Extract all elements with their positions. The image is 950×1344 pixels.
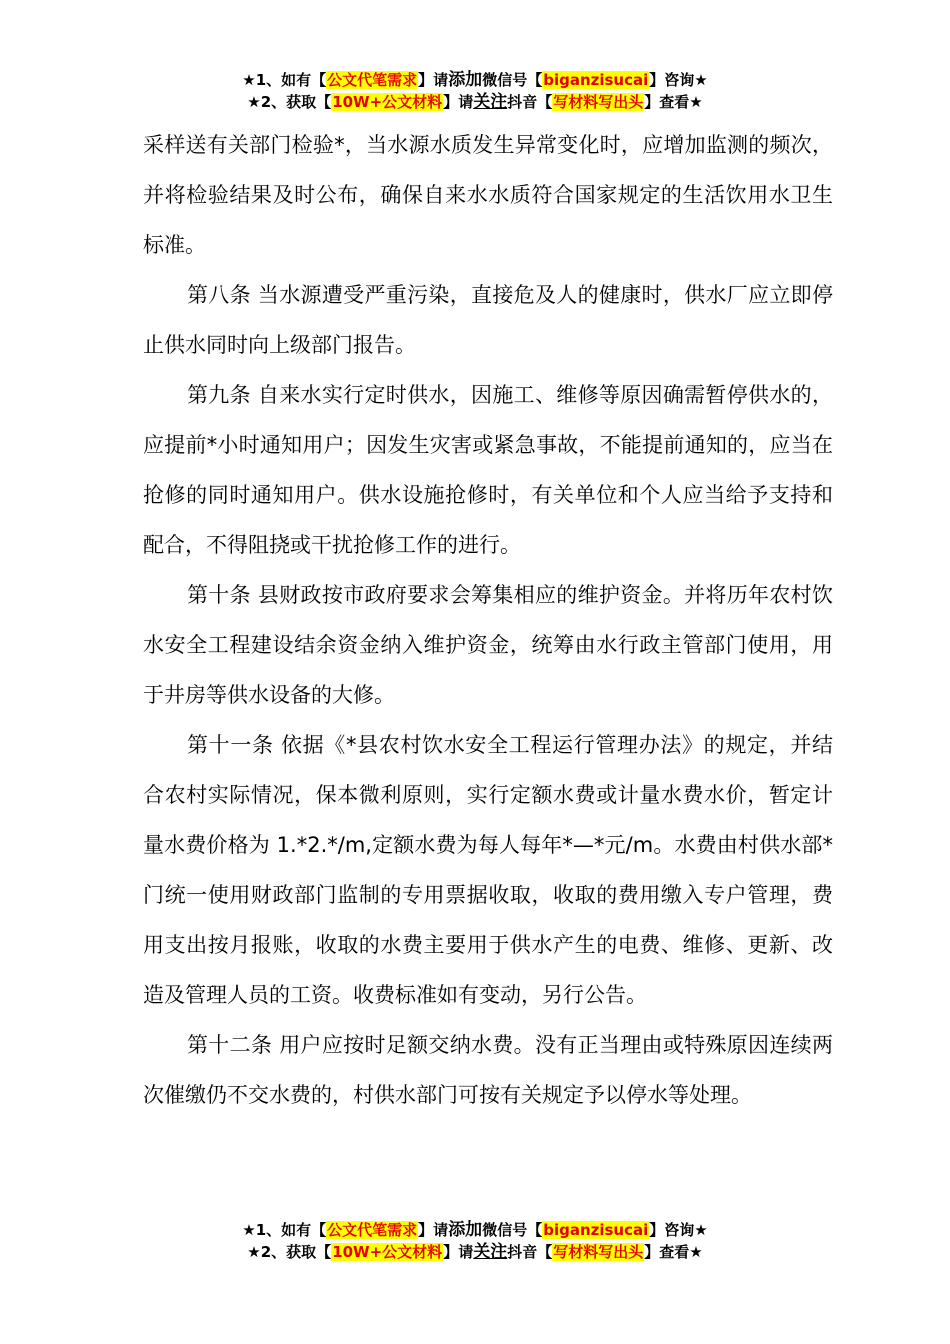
promo-line-1 [0,1219,950,1241]
promo-douyin-id: 写材料写出头 [553,93,644,111]
promo-highlight: 公文代笔需求 [327,71,418,89]
promo-highlight: 10W+公文材料 [332,93,443,111]
promo-line-2 [0,1241,950,1263]
article-12-paragraph: 第十二条 用户应按时足额交纳水费。没有正当理由或特殊原因连续两次催缴仍不交水费的，村供水部门可按有关规定予以停水等处理。 [143,1033,833,1107]
promo-highlight: 公文代笔需求 [327,1221,418,1239]
article-9-paragraph: 第九条 自来水实行定时供水，因施工、维修等原因确需暂停供水的，应提前*小时通知用户；因发生灾害或紧急事故，不能提前通知的，应当在抢修的同时通知用户。供水设施抢修时，有关单位和个人应当给予支持和配合，不得阻挠或干扰抢修工作的进行。 [143,383,833,557]
promo-text: 微信号【 [482,71,543,89]
promo-text: 】查看★ [644,93,703,111]
promo-text: ★2、获取【 [247,1243,332,1261]
promo-text: 抖音【 [507,93,553,111]
article-11-paragraph: 第十一条 依据《*县农村饮水安全工程运行管理办法》的规定，并结合农村实际情况，保本微利原则，实行定额水费或计量水费水价，暂定计量水费价格为 1.*2.*/m,定额水费为每人每年*—*元/m。水费由村供水部*门统一使用财政部门监制的专用票据收取，收取的费用缴入专户管理，费用支出按月报账，收取的水费主要用于供水产生的电费、维修、更新、改造及管理人员的工资。收费标准如有变动，另行公告。 [143,733,833,1007]
document-body [143,120,833,1120]
promo-text: ★1、如有【 [242,71,327,89]
paragraph-continuation: 采样送有关部门检验*，当水源水质发生异常变化时，应增加监测的频次，并将检验结果及时公布，确保自来水水质符合国家规定的生活饮用水卫生标准。 [143,133,833,257]
promo-emphasis: 关注 [473,1242,508,1262]
promo-text: 】查看★ [644,1243,703,1261]
promo-highlight: 10W+公文材料 [332,1243,443,1261]
promo-emphasis: 关注 [473,92,508,112]
promo-text: ★1、如有【 [242,1221,327,1239]
promo-wechat-id: biganzisucai [543,1221,649,1239]
promo-line-2 [0,91,950,113]
promo-text: 】请 [418,71,449,89]
promo-text: 】咨询★ [649,71,708,89]
promo-text: 抖音【 [507,1243,553,1261]
promo-text: 微信号【 [482,1221,543,1239]
promo-text: ★2、获取【 [247,93,332,111]
promo-wechat-id: biganzisucai [543,71,649,89]
promo-emphasis: 添加 [448,1220,483,1240]
promo-text: 】请 [443,93,474,111]
article-10-paragraph: 第十条 县财政按市政府要求会筹集相应的维护资金。并将历年农村饮水安全工程建设结余资金纳入维护资金，统筹由水行政主管部门使用，用于井房等供水设备的大修。 [143,583,833,707]
promo-text: 】请 [443,1243,474,1261]
top-promo-banner [0,69,950,113]
article-8-paragraph: 第八条 当水源遭受严重污染，直接危及人的健康时，供水厂应立即停止供水同时向上级部门报告。 [143,283,833,357]
promo-emphasis: 添加 [448,70,483,90]
promo-text: 】请 [418,1221,449,1239]
promo-text: 】咨询★ [649,1221,708,1239]
bottom-promo-banner [0,1219,950,1263]
promo-line-1 [0,69,950,91]
promo-douyin-id: 写材料写出头 [553,1243,644,1261]
